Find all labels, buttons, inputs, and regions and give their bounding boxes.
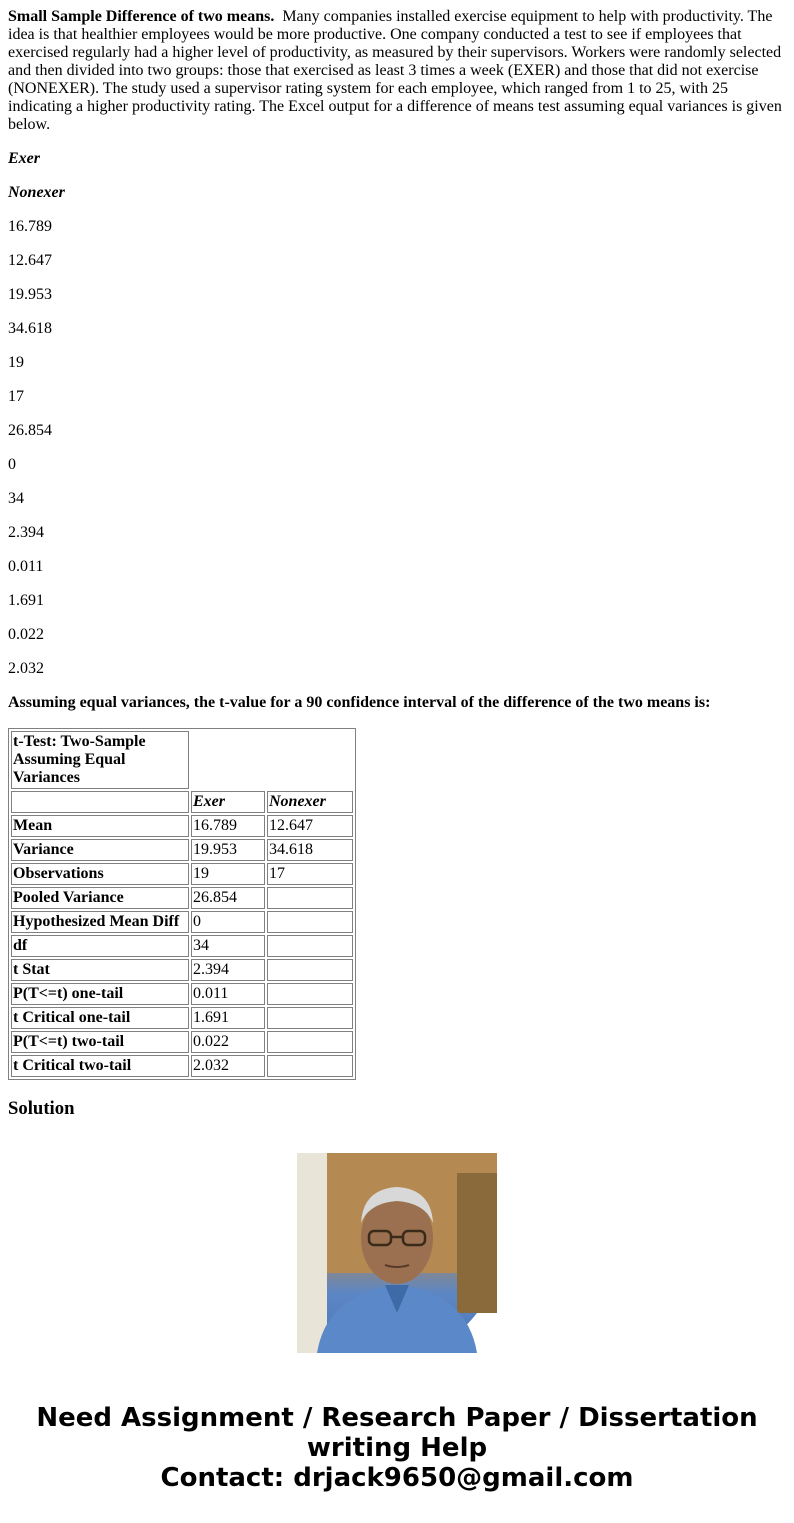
table-cell-exer: 0.011 xyxy=(191,983,265,1005)
table-row-label: t Critical two-tail xyxy=(11,1055,189,1077)
promo-line-3: Contact: drjack9650@gmail.com xyxy=(160,1463,634,1493)
table-cell-nonexer xyxy=(267,887,353,909)
table-title: t-Test: Two-Sample Assuming Equal Variances xyxy=(11,731,189,789)
promo-overlay xyxy=(0,1122,794,1523)
list-value: 0.022 xyxy=(8,626,44,643)
table-cell-nonexer xyxy=(267,983,353,1005)
list-header-nonexer: Nonexer xyxy=(8,184,65,201)
table-title-gap xyxy=(191,731,353,789)
table-row-label: t Critical one-tail xyxy=(11,1007,189,1029)
table-cell-nonexer: 34.618 xyxy=(267,839,353,861)
list-value: 19 xyxy=(8,354,24,371)
table-row-label: Mean xyxy=(11,815,189,837)
promo-line-2: writing Help xyxy=(306,1433,488,1463)
table-cell-nonexer xyxy=(267,1031,353,1053)
person-photo-icon xyxy=(297,1153,497,1353)
table-row xyxy=(11,983,353,1005)
table-cell-nonexer xyxy=(267,1007,353,1029)
table-cell-exer: 19.953 xyxy=(191,839,265,861)
table-row-label: Variance xyxy=(11,839,189,861)
table-cell-nonexer xyxy=(267,1055,353,1077)
table-cell-exer: 2.394 xyxy=(191,959,265,981)
table-row-label: Observations xyxy=(11,863,189,885)
table-cell-exer: 26.854 xyxy=(191,887,265,909)
table-row xyxy=(11,1055,353,1077)
table-title-row xyxy=(11,731,353,789)
table-row xyxy=(11,1031,353,1053)
table-row xyxy=(11,911,353,933)
table-cell-exer: 19 xyxy=(191,863,265,885)
table-col-nonexer: Nonexer xyxy=(267,791,353,813)
table-cell-nonexer xyxy=(267,959,353,981)
list-value: 34.618 xyxy=(8,320,52,337)
table-cell-exer: 16.789 xyxy=(191,815,265,837)
table-row xyxy=(11,1007,353,1029)
table-row xyxy=(11,887,353,909)
list-value: 16.789 xyxy=(8,218,52,235)
table-cell-exer: 2.032 xyxy=(191,1055,265,1077)
table-row-label: Pooled Variance xyxy=(11,887,189,909)
table-cell-nonexer: 17 xyxy=(267,863,353,885)
intro-paragraph xyxy=(8,8,786,134)
ttest-table xyxy=(8,728,356,1080)
list-value: 12.647 xyxy=(8,252,52,269)
table-cell-exer: 0.022 xyxy=(191,1031,265,1053)
table-cell-exer: 0 xyxy=(191,911,265,933)
intro-text: Many companies installed exercise equipment to help with productivity. The idea is that healthier employees would be more productive. One company conducted a test to see if employees that exercised regularly had a higher level of productivity, as measured by their supervisors. Workers were randomly selected and then divided into two groups: those that exercised as least 3 times a week (EXER) and those that did not exercise (NONEXER). The study used a supervisor rating system for each employee, which ranged from 1 to 25, with 25 indicating a higher productivity rating. The Excel output for a difference of means test assuming equal variances is given below. xyxy=(8,8,782,133)
list-value: 0 xyxy=(8,456,16,473)
list-value: 0.011 xyxy=(8,558,44,575)
list-value: 17 xyxy=(8,388,24,405)
table-row-label: P(T<=t) one-tail xyxy=(11,983,189,1005)
solution-heading: Solution xyxy=(8,1098,75,1119)
table-header-row xyxy=(11,791,353,813)
table-row xyxy=(11,935,353,957)
list-value: 19.953 xyxy=(8,286,52,303)
list-value: 2.394 xyxy=(8,524,44,541)
promo-line-1: Need Assignment / Research Paper / Dissertation xyxy=(36,1403,758,1433)
table-cell-exer: 34 xyxy=(191,935,265,957)
table-row xyxy=(11,839,353,861)
table-row xyxy=(11,959,353,981)
table-cell-nonexer xyxy=(267,911,353,933)
table-body xyxy=(11,815,353,1077)
list-value: 34 xyxy=(8,490,24,507)
table-row-label: Hypothesized Mean Diff xyxy=(11,911,189,933)
table-col-exer: Exer xyxy=(191,791,265,813)
table-row-label: P(T<=t) two-tail xyxy=(11,1031,189,1053)
table-header-blank xyxy=(11,791,189,813)
table-cell-exer: 1.691 xyxy=(191,1007,265,1029)
list-header-exer: Exer xyxy=(8,150,40,167)
author-avatar xyxy=(297,1153,497,1353)
table-row-label: df xyxy=(11,935,189,957)
table-row xyxy=(11,863,353,885)
table-row xyxy=(11,815,353,837)
list-value: 26.854 xyxy=(8,422,52,439)
question-text: Assuming equal variances, the t-value for a 90 confidence interval of the difference of the two means is: xyxy=(8,694,711,711)
table-cell-nonexer: 12.647 xyxy=(267,815,353,837)
document-body xyxy=(8,0,786,1138)
list-value: 2.032 xyxy=(8,660,44,677)
list-value: 1.691 xyxy=(8,592,44,609)
intro-title: Small Sample Difference of two means. xyxy=(8,8,275,25)
table-row-label: t Stat xyxy=(11,959,189,981)
table-cell-nonexer xyxy=(267,935,353,957)
promo-text xyxy=(0,1403,794,1493)
